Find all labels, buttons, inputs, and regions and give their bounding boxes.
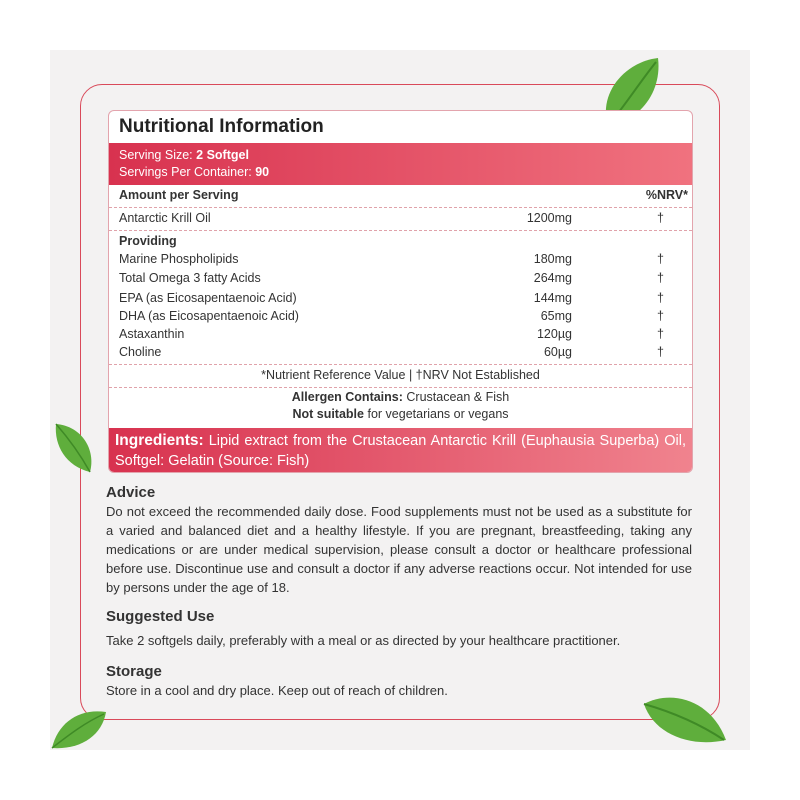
providing-text: Providing bbox=[119, 234, 177, 248]
row-amount: 120µg bbox=[536, 327, 572, 341]
not-suitable-line bbox=[109, 407, 692, 421]
row-name: DHA (as Eicosapentaenoic Acid) bbox=[119, 309, 299, 323]
serving-size-value: 2 Softgel bbox=[196, 148, 249, 162]
row-amount: 65mg bbox=[540, 309, 572, 323]
row-amount: 60µg bbox=[543, 345, 572, 359]
nutrition-panel bbox=[108, 110, 693, 473]
not-suitable-value: for vegetarians or vegans bbox=[367, 407, 509, 421]
advice-heading: Advice bbox=[106, 484, 156, 501]
row-nrv: † bbox=[657, 252, 664, 266]
header-amount: Amount per Serving bbox=[119, 188, 239, 202]
serving-size-label: Serving Size: bbox=[119, 148, 193, 162]
allergen-label: Allergen Contains: bbox=[291, 390, 403, 404]
divider bbox=[109, 364, 692, 365]
divider bbox=[109, 230, 692, 231]
row-name: Marine Phospholipids bbox=[119, 252, 239, 266]
row-amount: 1200mg bbox=[526, 211, 572, 225]
row-name: EPA (as Eicosapentaenoic Acid) bbox=[119, 291, 297, 305]
row-amount: 264mg bbox=[533, 271, 572, 285]
row-name: Astaxanthin bbox=[119, 327, 185, 341]
divider bbox=[109, 207, 692, 208]
ingredients-text bbox=[115, 431, 686, 471]
row-nrv: † bbox=[657, 291, 664, 305]
suggested-use-text: Take 2 softgels daily, preferably with a meal or as directed by your healthcare practitioner. bbox=[106, 633, 621, 648]
row-amount: 144mg bbox=[533, 291, 572, 305]
allergen-value: Crustacean & Fish bbox=[406, 390, 510, 404]
leaf-icon bbox=[52, 420, 96, 476]
row-amount: 180mg bbox=[533, 252, 572, 266]
ingredients-band bbox=[109, 428, 692, 473]
allergen-line bbox=[109, 390, 692, 404]
ingredients-value: Lipid extract from the Crustacean Antarctic Krill (Euphausia Superba) Oil, Softgel: Gelatin (Source: Fish) bbox=[115, 433, 686, 469]
servings-per-container-label: Servings Per Container: bbox=[119, 165, 252, 179]
suggested-use-heading: Suggested Use bbox=[106, 608, 215, 625]
row-name: Choline bbox=[119, 345, 162, 359]
storage-heading: Storage bbox=[106, 663, 162, 680]
row-nrv: † bbox=[657, 271, 664, 285]
leaf-icon bbox=[50, 704, 110, 750]
row-name: Total Omega 3 fatty Acids bbox=[119, 271, 261, 285]
ingredients-label: Ingredients: bbox=[115, 432, 204, 449]
row-nrv: † bbox=[657, 345, 664, 359]
servings-per-container-value: 90 bbox=[255, 165, 270, 179]
storage-text: Store in a cool and dry place. Keep out of reach of children. bbox=[106, 683, 448, 698]
serving-band bbox=[109, 143, 692, 185]
servings-per-container bbox=[119, 165, 269, 179]
row-nrv: † bbox=[657, 211, 664, 225]
serving-size bbox=[119, 148, 249, 162]
divider bbox=[109, 387, 692, 388]
advice-text: Do not exceed the recommended daily dose. Food supplements must not be used as a substitute for a varied and balanced diet and a healthy lifestyle. If you are pregnant, breastfeeding, taking any medications or are under medical supervision, please consult a doctor or healthcare professional before use. Discontinue use and consult a doctor if any adverse reactions occur. Not intended for use by persons under the age of 18. bbox=[106, 504, 692, 595]
row-name: Antarctic Krill Oil bbox=[119, 211, 211, 225]
panel-title: Nutritional Information bbox=[119, 116, 324, 137]
header-nrv: %NRV* bbox=[645, 188, 688, 202]
row-nrv: † bbox=[657, 309, 664, 323]
not-suitable-label: Not suitable bbox=[292, 407, 364, 421]
row-nrv: † bbox=[657, 327, 664, 341]
footnote: *Nutrient Reference Value | †NRV Not Established bbox=[261, 368, 540, 382]
